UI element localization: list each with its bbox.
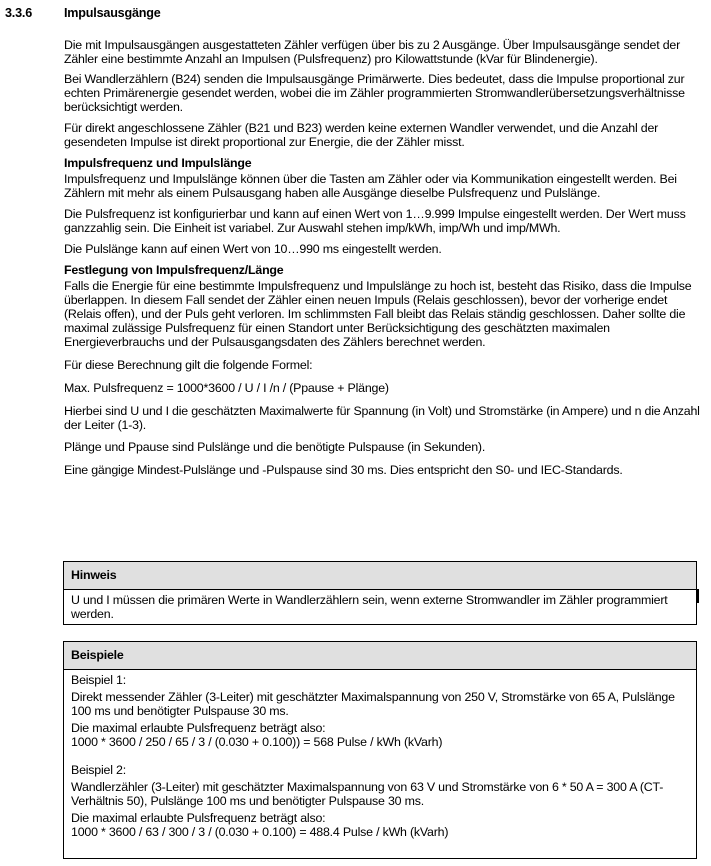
formula: Max. Pulsfrequenz = 1000*3600 / U / I /n / (Ppause + Plänge)	[64, 381, 389, 395]
note-box-body	[64, 590, 696, 624]
example-calculation: 1000 * 3600 / 250 / 65 / 3 / (0.030 + 0.100)) = 568 Pulse / kWh (kVarh)	[71, 735, 443, 749]
subheading-impulsfrequenz: Impulsfrequenz und Impulslänge	[64, 156, 252, 170]
paragraph-formel-intro: Für diese Berechnung gilt die folgende Formel:	[64, 358, 313, 372]
paragraph-variablen: Hierbei sind U und I die geschätzten Maximalwerte für Spannung (in Volt) und Stromstärke (in Ampere) und n die Anzahl der Leiter (1-3).	[64, 404, 700, 432]
paragraph-wandlerzaehler: Bei Wandlerzählern (B24) senden die Impulsausgänge Primärwerte. Dies bedeutet, dass die Impulse proportional zur echten Primärenergie gesendet werden, wobei die im Zähler programmierten Stromwandlerübersetzungsverhältnisse berücksichtigt werden.	[64, 72, 685, 114]
examples-box-body	[64, 670, 696, 842]
example-1	[71, 673, 689, 749]
section-title: Impulsausgänge	[64, 6, 161, 20]
note-text: U und I müssen die primären Werte in Wandlerzählern sein, wenn externe Stromwandler im Zähler programmiert werden.	[71, 593, 668, 621]
example-lead: Die maximal erlaubte Pulsfrequenz beträgt also:	[71, 811, 326, 825]
section-body	[64, 38, 704, 484]
examples-box	[63, 641, 697, 859]
example-lead: Die maximal erlaubte Pulsfrequenz beträgt also:	[71, 721, 326, 735]
subheading-festlegung: Festlegung von Impulsfrequenz/Länge	[64, 263, 284, 277]
example-title: Beispiel 2:	[71, 763, 126, 777]
example-description: Direkt messender Zähler (3-Leiter) mit geschätzter Maximalspannung von 250 V, Stromstärke von 65 A, Pulslänge 100 ms und benötigter Pulspause 30 ms.	[71, 690, 675, 718]
section-number: 3.3.6	[5, 6, 33, 20]
paragraph-direkt-angeschlossen: Für direkt angeschlossene Zähler (B21 und B23) werden keine externen Wandler verwendet, und die Anzahl der gesendeten Impulse ist direkt proportional zur Energie, die der Zähler misst.	[64, 121, 659, 149]
example-description: Wandlerzähler (3-Leiter) mit geschätzter Maximalspannung von 63 V und Stromstärke von 6 * 50 A = 300 A (CT-Verhältnis 50), Pulslänge 100 ms und benötigter Pulspause 30 ms.	[71, 780, 664, 808]
paragraph-ueberlappung: Falls die Energie für eine bestimmte Impulsfrequenz und Impulslänge zu hoch ist, besteht das Risiko, dass die Impulse überlappen. In diesem Fall sendet der Zähler einen neuen Impuls (Relais geschlossen), bevor der vorherige endet (Relais offen), und der Puls geht verloren. Im schlimmsten Fall bleibt das Relais ständig geschlossen. Daher sollte die maximal zulässige Pulsfrequenz für einen Standort unter Berücksichtigung des geschätzten maximalen Energieverbrauchs und der Pulsausgangsdaten des Zählers berechnet werden.	[64, 279, 692, 349]
paragraph-einstellung: Impulsfrequenz und Impulslänge können über die Tasten am Zähler oder via Kommunikation eingestellt werden. Bei Zählern mit mehr als einem Pulsausgang haben alle Ausgänge dieselbe Pulsfrequenz und Pulslänge.	[64, 172, 677, 200]
examples-spacer	[71, 749, 689, 763]
note-box-header: Hinweis	[64, 562, 696, 590]
paragraph-intro: Die mit Impulsausgängen ausgestatteten Zähler verfügen über bis zu 2 Ausgänge. Über Impulsausgänge sendet der Zähler eine bestimmte Anzahl an Impulsen (Pulsfrequenz) pro Kilowattstunde (kVar für Blindenergie).	[64, 38, 681, 66]
example-title: Beispiel 1:	[71, 673, 126, 687]
paragraph-standards: Eine gängige Mindest-Pulslänge und -Pulspause sind 30 ms. Dies entspricht den S0- und IEC-Standards.	[64, 463, 623, 477]
examples-box-header: Beispiele	[64, 642, 696, 670]
note-box	[63, 561, 697, 625]
example-2	[71, 763, 689, 839]
paragraph-plaenge-ppause: Plänge und Ppause sind Pulslänge und die benötigte Pulspause (in Sekunden).	[64, 440, 486, 454]
example-calculation: 1000 * 3600 / 63 / 300 / 3 / (0.030 + 0.100) = 488.4 Pulse / kWh (kVarh)	[71, 825, 449, 839]
paragraph-pulslaenge-bereich: Die Pulslänge kann auf einen Wert von 10…990 ms eingestellt werden.	[64, 242, 442, 256]
text-cursor-mark	[697, 589, 699, 603]
paragraph-pulsfrequenz-bereich: Die Pulsfrequenz ist konfigurierbar und kann auf einen Wert von 1…9.999 Impulse eingestellt werden. Der Wert muss ganzzahlig sein. Die Einheit ist variabel. Zur Auswahl stehen imp/kWh, imp/Wh und imp/MWh.	[64, 207, 686, 235]
